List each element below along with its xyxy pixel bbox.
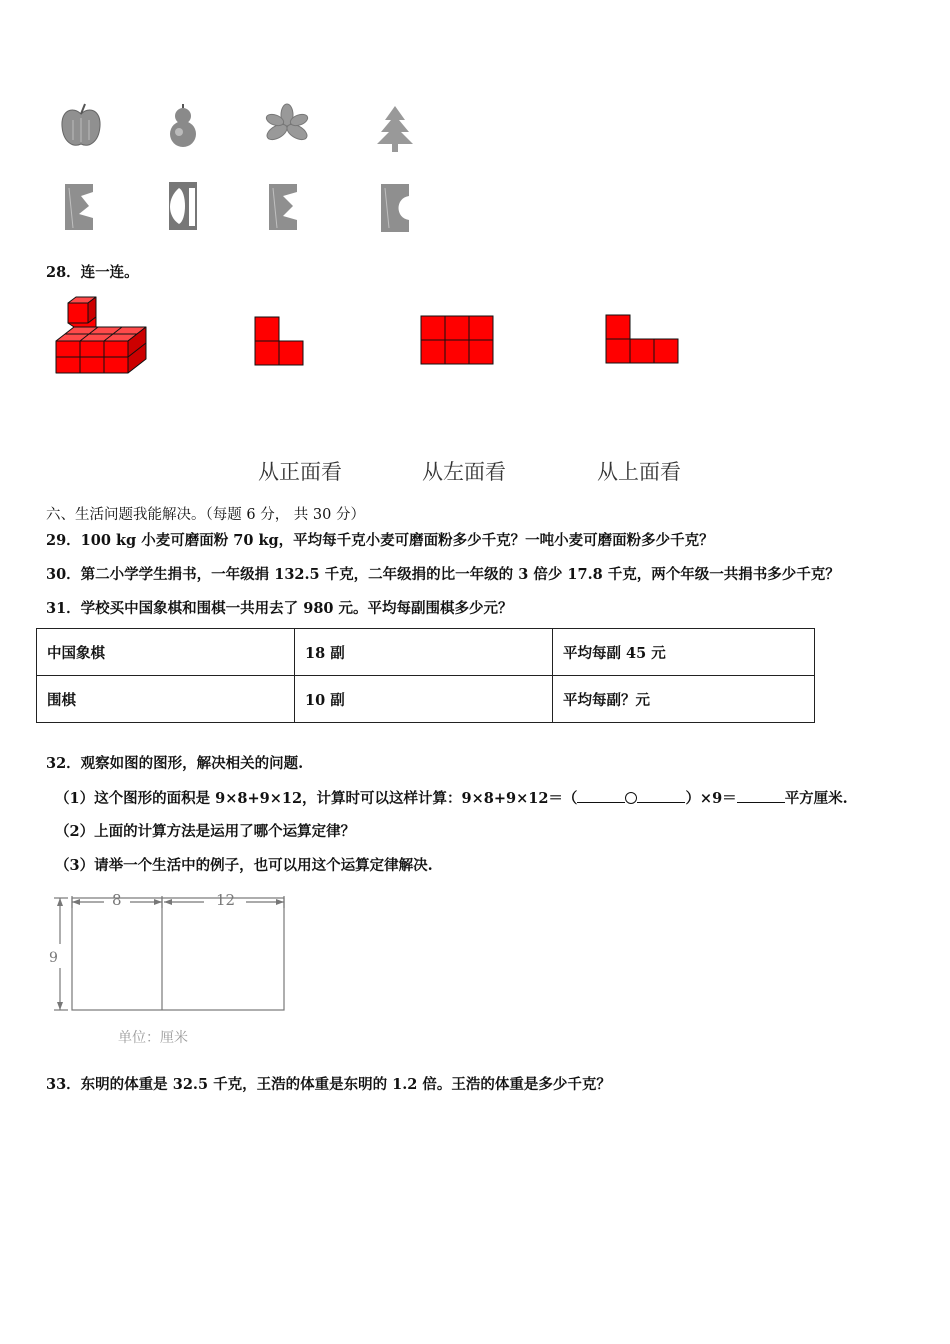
folded-paper-1-icon xyxy=(65,184,93,230)
question-28: 28．连一连。 xyxy=(46,264,139,281)
question-32-part-2: （2）上面的计算方法是运用了哪个运算定律？ xyxy=(55,823,356,840)
dim-label-8: 8 xyxy=(112,891,122,909)
question-31: 31．学校买中国象棋和围棋一共用去了 980 元。平均每副围棋多少元？ xyxy=(46,600,513,617)
cube-arrangement xyxy=(50,295,160,377)
table-cell: 10 副 xyxy=(295,676,553,723)
answer-blank-3[interactable] xyxy=(737,790,785,803)
dim-label-12: 12 xyxy=(216,891,236,909)
dim-label-9: 9 xyxy=(49,950,58,966)
caption-front-view: 从正面看 xyxy=(258,460,342,484)
shape-row-2 xyxy=(55,178,435,238)
unit-label: 单位：厘米 xyxy=(118,1030,188,1046)
caption-left-view: 从左面看 xyxy=(422,460,506,484)
tree-shape-icon xyxy=(377,106,413,152)
question-32-part-1 xyxy=(55,787,848,808)
table-cell: 围棋 xyxy=(37,676,295,723)
answer-blank-2[interactable] xyxy=(637,790,685,803)
table-cell: 平均每副？元 xyxy=(553,676,815,723)
q32-1-prefix: （1）这个图形的面积是 9×8+9×12，计算时可以这样计算：9×8+9×12＝（ xyxy=(55,790,578,807)
folded-paper-2-icon xyxy=(169,182,197,230)
folded-paper-4-icon xyxy=(381,184,409,232)
chess-table xyxy=(36,628,815,723)
table-cell: 平均每副 45 元 xyxy=(553,629,815,676)
shape-row-1 xyxy=(55,100,435,160)
question-32: 32．观察如图的图形，解决相关的问题. xyxy=(46,755,304,772)
table-row xyxy=(37,629,815,676)
caption-top-view: 从上面看 xyxy=(597,460,681,484)
section-6-heading: 六、生活问题我能解决。（每题 6 分， 共 30 分） xyxy=(46,507,365,523)
operator-circle[interactable] xyxy=(625,792,637,804)
table-row xyxy=(37,676,815,723)
question-32-part-3: （3）请举一个生活中的例子，也可以用这个运算定律解决. xyxy=(55,857,433,874)
q32-1-close: ）×9＝ xyxy=(685,790,737,807)
view-shape-grid xyxy=(420,315,496,367)
view-shape-l-long xyxy=(605,314,681,366)
question-29: 29．100 kg 小麦可磨面粉 70 kg，平均每千克小麦可磨面粉多少千克？一吨小麦可磨面粉多少千克？ xyxy=(46,532,714,549)
question-30: 30．第二小学学生捐书，一年级捐 132.5 千克，二年级捐的比一年级的 3 倍少 17.8 千克，两个年级一共捐书多少千克？ xyxy=(46,566,840,583)
rectangle-figure xyxy=(44,886,294,1052)
question-33: 33．东明的体重是 32.5 千克，王浩的体重是东明的 1.2 倍。王浩的体重是多少千克？ xyxy=(46,1076,611,1093)
folded-paper-3-icon xyxy=(269,184,297,230)
apple-shape-icon xyxy=(62,104,100,145)
table-cell: 中国象棋 xyxy=(37,629,295,676)
view-shape-l-small xyxy=(254,316,306,368)
gourd-shape-icon xyxy=(170,104,196,147)
flower-shape-icon xyxy=(264,104,309,143)
q32-1-suffix: 平方厘米. xyxy=(784,790,848,807)
table-cell: 18 副 xyxy=(295,629,553,676)
answer-blank-1[interactable] xyxy=(577,790,625,803)
